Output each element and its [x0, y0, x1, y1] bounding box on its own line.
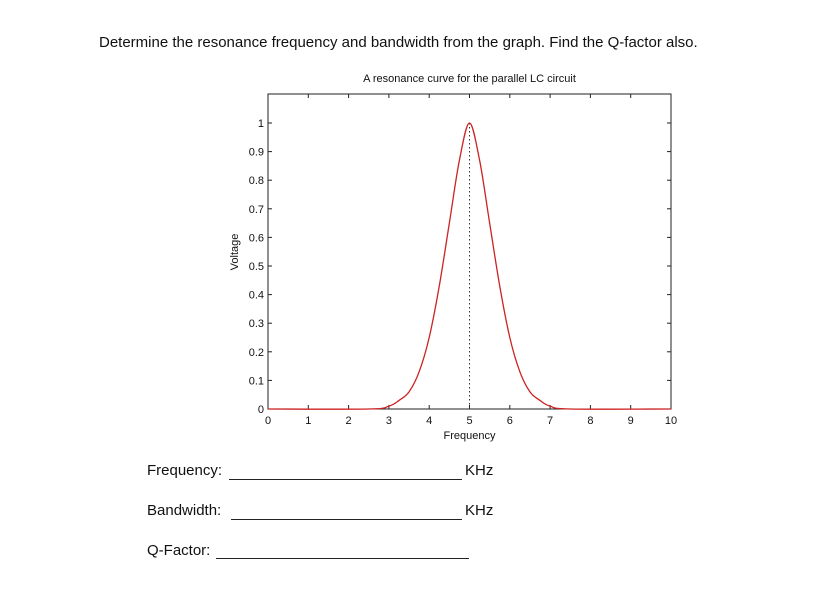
bandwidth-answer-line[interactable] — [231, 519, 462, 520]
y-tick-label: 0.1 — [248, 375, 264, 388]
x-tick-label: 3 — [385, 415, 392, 427]
x-tick-label: 9 — [627, 415, 634, 427]
y-axis-label: Voltage — [229, 233, 241, 271]
y-tick-label: 0.5 — [248, 261, 264, 273]
frequency-label: Frequency: — [147, 462, 223, 479]
qfactor-label: Q-Factor: — [147, 542, 211, 559]
y-tick-label: 0.4 — [248, 289, 264, 302]
bandwidth-unit: KHz — [465, 502, 494, 519]
x-tick-label: 6 — [506, 415, 513, 427]
y-tick-label: 0.3 — [248, 318, 264, 331]
x-tick-label: 10 — [664, 415, 678, 427]
resonance-curve-line — [268, 123, 671, 409]
bandwidth-label: Bandwidth: — [147, 502, 222, 519]
x-tick-label: 2 — [345, 415, 352, 427]
x-tick-label: 5 — [466, 415, 473, 427]
y-tick-label: 0 — [257, 404, 264, 416]
x-tick-label: 0 — [264, 415, 272, 427]
y-tick-label: 0.8 — [248, 175, 264, 188]
y-tick-label: 0.9 — [248, 146, 264, 159]
y-tick-label: 1 — [257, 118, 264, 130]
question-text: Determine the resonance frequency and bandwidth from the graph. Find the Q-factor also. — [99, 34, 698, 51]
y-tick-label: 0.6 — [248, 232, 264, 245]
x-tick-label: 1 — [305, 415, 312, 427]
x-tick-label: 7 — [547, 415, 554, 427]
chart-title: A resonance curve for the parallel LC circuit — [363, 73, 576, 85]
qfactor-answer-line[interactable] — [216, 558, 469, 559]
y-tick-label: 0.2 — [248, 346, 264, 359]
y-tick-label: 0.7 — [248, 203, 264, 216]
frequency-answer-line[interactable] — [229, 479, 462, 480]
x-tick-label: 4 — [426, 415, 433, 427]
frequency-unit: KHz — [465, 462, 494, 479]
x-tick-label: 8 — [587, 415, 594, 427]
x-axis-label: Frequency — [443, 430, 496, 442]
